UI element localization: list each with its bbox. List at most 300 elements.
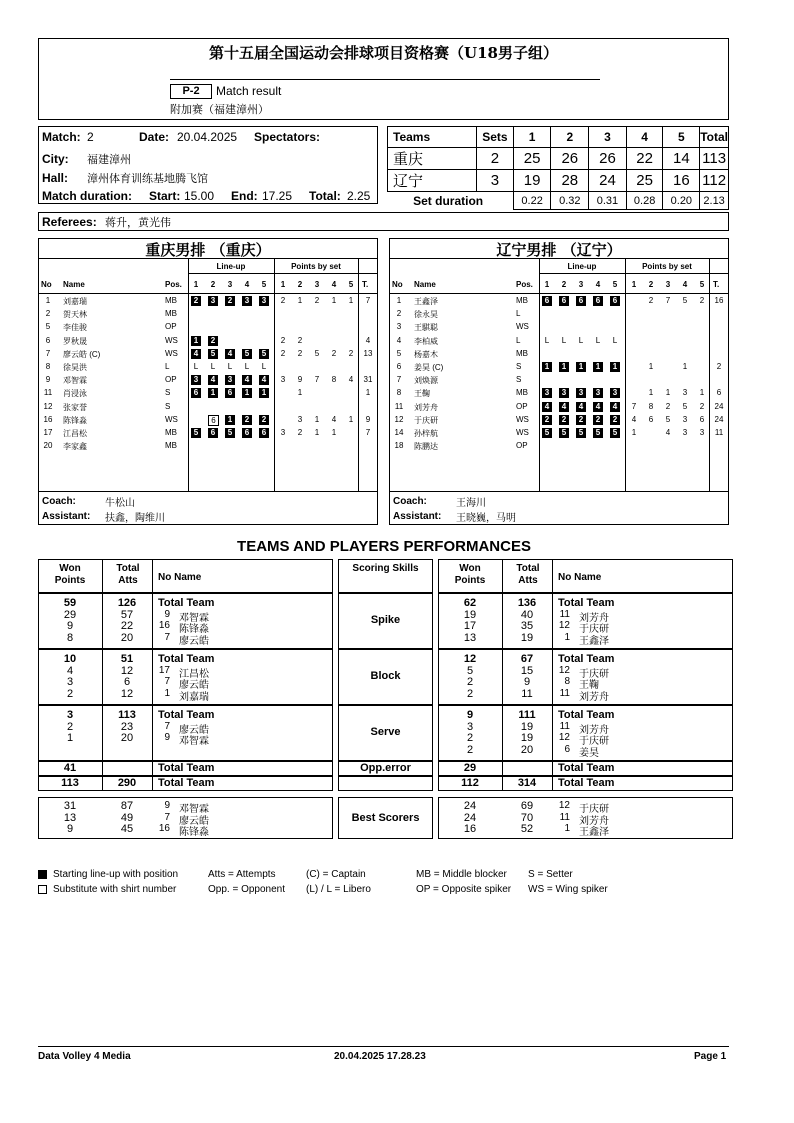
starting-position-box: 3 [208, 296, 218, 306]
starting-position-box: 3 [593, 388, 603, 398]
legend-substitute: Substitute with shirt number [53, 884, 177, 895]
score-set: 16 [663, 170, 700, 192]
player-number: 9 [164, 800, 170, 811]
set-points: 2 [297, 428, 303, 437]
player-name: 王鑫泽 [414, 297, 438, 306]
player-position: MB [165, 441, 177, 451]
set-points: 1 [348, 296, 354, 305]
total-attempts: 20 [520, 743, 534, 756]
player-name: 邓智霖 [63, 376, 87, 386]
player-position: OP [165, 322, 177, 332]
score-set: 14 [663, 148, 700, 170]
player-number: 11 [559, 608, 570, 620]
libero-mark: L [561, 335, 567, 345]
set-points: 3 [280, 375, 286, 385]
player-name: 王鞠 [414, 389, 430, 399]
player-total-points: 13 [363, 348, 373, 358]
starting-position-box: 4 [610, 402, 620, 412]
total-attempts: 35 [520, 620, 534, 632]
player-number: 17 [158, 664, 170, 676]
scorer-points: 31 [63, 800, 77, 812]
set-points: 2 [297, 348, 303, 358]
set-points: 4 [348, 375, 354, 385]
score-set: 24 [589, 170, 627, 192]
player-position: WS [516, 322, 529, 332]
starting-position-box: 5 [576, 428, 586, 438]
starting-position-box: 5 [259, 349, 269, 359]
starting-position-box: 2 [208, 336, 218, 346]
end-value: 17.25 [262, 189, 293, 203]
total-attempts: 40 [520, 608, 534, 621]
assistant-label: Assistant: [393, 511, 442, 522]
won-points: 2 [466, 687, 474, 700]
teams-header: Teams [388, 127, 477, 148]
won-points: 3 [66, 709, 74, 721]
total-duration-label: Total: [309, 189, 341, 203]
starting-position-box: 5 [208, 349, 218, 359]
set-points: 6 [699, 414, 705, 424]
player-name: 廖云皓 [179, 724, 209, 736]
column-header-set: 2 [210, 280, 216, 289]
starting-position-box: 2 [259, 415, 269, 425]
player-position: MB [165, 428, 177, 437]
set-points: 5 [682, 401, 688, 411]
total-team-label: Total Team [158, 762, 215, 774]
set-points: 8 [331, 375, 337, 385]
starting-position-box: 4 [225, 349, 235, 359]
player-number: 1 [45, 296, 51, 305]
player-number: 12 [558, 732, 570, 743]
total-team-label: Total Team [158, 777, 215, 789]
starting-position-box: 5 [593, 428, 603, 438]
won-points: 2 [466, 676, 474, 688]
player-name: 刘嘉瑞 [179, 691, 209, 703]
player-name: 邓智霖 [179, 612, 209, 624]
player-position: MB [516, 348, 528, 358]
starting-position-box: 3 [559, 388, 569, 398]
won-points: 2 [66, 720, 74, 733]
performance-column-divider [552, 649, 553, 705]
player-position: WS [516, 428, 529, 437]
column-header-set: 2 [561, 280, 567, 289]
opp-error-points: 41 [63, 762, 77, 774]
set-points: 2 [331, 348, 337, 358]
player-name: 王鑫泽 [579, 827, 609, 838]
column-header-no: No [41, 280, 52, 289]
set-duration-total: 2.13 [700, 192, 729, 210]
starting-position-box: 5 [559, 428, 569, 438]
column-header-lineup: Line-up [216, 262, 246, 271]
scorer-attempts: 49 [120, 811, 134, 824]
player-name: 刘嘉瑞 [63, 297, 87, 306]
total-attempts: 19 [520, 631, 534, 644]
performance-column-divider [502, 559, 503, 593]
player-name: 陈鹏达 [414, 442, 438, 452]
player-number: 6 [45, 335, 51, 345]
starting-position-box: 3 [259, 296, 269, 306]
best-scorers-label: Best Scorers [351, 812, 420, 824]
starting-position-box: 4 [593, 402, 603, 412]
won-points: 13 [463, 631, 477, 644]
player-name: 张家誉 [63, 402, 87, 412]
player-name: 刘焕源 [414, 376, 438, 386]
player-position: L [165, 362, 170, 371]
player-total-points: 7 [365, 296, 371, 305]
scorer-attempts: 87 [120, 800, 134, 812]
legend-starting: Starting line-up with position [53, 869, 179, 880]
set-points: 4 [331, 414, 337, 424]
player-name: 姜昊 (C) [414, 363, 444, 372]
player-name: 于庆研 [414, 415, 438, 425]
player-name: 陈锋淼 [179, 624, 209, 635]
set-points: 2 [280, 296, 286, 305]
scorer-attempts: 69 [520, 800, 534, 812]
starting-position-box: 6 [542, 296, 552, 306]
set-points: 1 [648, 362, 654, 371]
total-attempts: 57 [120, 608, 134, 621]
starting-position-box: 4 [542, 402, 552, 412]
starting-position-box: 2 [225, 296, 235, 306]
player-name: 李佳骏 [63, 323, 87, 333]
libero-mark: L [227, 362, 233, 371]
won-points: 62 [463, 597, 477, 609]
performance-column-divider [152, 776, 153, 791]
referees-value: 蒋升，黄光伟 [105, 217, 171, 229]
total-team-label: Total Team [558, 653, 615, 665]
start-value: 15.00 [184, 189, 215, 203]
performance-column-divider [152, 761, 153, 776]
set-header: 5 [663, 127, 700, 148]
total-attempts: 111 [518, 709, 536, 721]
column-header-set: 5 [348, 280, 354, 289]
match-result-label: Match result [216, 84, 282, 98]
set-points: 3 [682, 428, 688, 437]
player-number: 7 [164, 676, 170, 687]
won-points: 2 [66, 687, 74, 700]
set-points: 1 [682, 362, 688, 371]
player-number: 12 [43, 401, 53, 411]
player-position: WS [516, 414, 529, 424]
player-number: 11 [394, 401, 404, 411]
player-name: 刘芳舟 [579, 691, 609, 703]
total-attempts: 22 [120, 620, 134, 632]
performance-column-divider [552, 776, 553, 791]
skill-name: Block [370, 670, 401, 682]
starting-position-box: 2 [610, 415, 620, 425]
starting-position-box: 3 [542, 388, 552, 398]
total-points: 112 [461, 777, 479, 789]
set-points: 2 [314, 296, 320, 305]
total-attempts: 11 [521, 687, 533, 700]
starting-position-box: 2 [559, 415, 569, 425]
set-points: 1 [314, 414, 320, 424]
start-label: Start: [149, 189, 181, 203]
player-name: 肖浸泳 [63, 389, 87, 399]
opp-error-points: 29 [463, 762, 477, 774]
starting-position-box: 2 [191, 296, 201, 306]
team-name-rule [389, 258, 729, 259]
column-header-set: 2 [297, 280, 303, 289]
starting-lineup-icon [38, 870, 47, 879]
legend-captain: (C) = Captain [306, 869, 366, 880]
won-points: 3 [66, 676, 74, 688]
player-number: 11 [559, 811, 570, 823]
date-label: Date: [139, 130, 170, 144]
libero-mark: L [595, 335, 601, 345]
player-position: S [165, 388, 171, 398]
starting-position-box: 1 [208, 388, 218, 398]
performance-column-divider [102, 559, 103, 593]
set-points: 1 [665, 388, 671, 398]
performance-column-divider [502, 705, 503, 761]
player-total-points: 24 [714, 414, 724, 424]
player-position: MB [165, 296, 177, 305]
starting-position-box: 6 [225, 388, 235, 398]
scorer-points: 24 [463, 811, 477, 824]
set-duration: 0.28 [626, 192, 663, 210]
set-points: 5 [314, 348, 320, 358]
score-set: 26 [551, 148, 589, 170]
player-number: 2 [45, 309, 51, 319]
hall-value: 漳州体育训练基地腾飞馆 [87, 173, 208, 185]
player-total-points: 6 [716, 388, 722, 398]
assistant-names: 扶鑫，陶维川 [105, 513, 165, 524]
player-number: 11 [43, 388, 53, 398]
player-name: 李家鑫 [63, 442, 87, 452]
column-header-points: Points by set [291, 262, 341, 271]
total-atts-header: Total Atts [116, 563, 140, 586]
player-name: 杨嘉木 [414, 349, 438, 359]
total-team-label: Total Team [158, 653, 215, 665]
won-points: 17 [463, 620, 477, 632]
match-number: 2 [87, 130, 94, 144]
column-header-pos: Pos. [165, 280, 182, 289]
footer-rule [38, 1046, 729, 1047]
column-header-set: 4 [244, 280, 250, 289]
set-points: 4 [631, 414, 637, 424]
player-total-points: 24 [714, 401, 724, 411]
end-label: End: [231, 189, 258, 203]
player-name: 江昌松 [179, 668, 209, 680]
performance-column-divider [102, 593, 103, 649]
won-points: 10 [63, 653, 77, 665]
set-points: 2 [699, 401, 705, 411]
player-total-points: 31 [363, 375, 373, 385]
won-points: 2 [466, 732, 474, 744]
player-position: L [516, 335, 521, 345]
footer-center: 20.04.2025 17.28.23 [334, 1051, 426, 1062]
column-header-set: 3 [665, 280, 671, 289]
performance-column-divider [102, 776, 103, 791]
starting-position-box: 3 [576, 388, 586, 398]
skill-name: Spike [370, 614, 401, 626]
starting-position-box: 5 [610, 428, 620, 438]
total-header: Total [700, 127, 729, 148]
won-points: 3 [466, 720, 474, 733]
set-points: 5 [682, 296, 688, 305]
score-sets: 3 [477, 170, 514, 192]
set-points: 7 [314, 375, 320, 385]
starting-position-box: 5 [542, 428, 552, 438]
total-attempts: 136 [517, 597, 537, 609]
set-points: 1 [297, 296, 303, 305]
starting-position-box: 3 [225, 375, 235, 385]
player-number: 12 [394, 414, 404, 424]
legend-libero: (L) / L = Libero [306, 884, 371, 895]
set-header: 4 [626, 127, 663, 148]
column-header-name: Name [63, 280, 85, 289]
lineup-header-rule [188, 273, 378, 274]
starting-position-box: 6 [259, 428, 269, 438]
player-number: 7 [396, 375, 402, 385]
performance-column-divider [552, 559, 553, 593]
starting-position-box: 4 [191, 349, 201, 359]
total-team-label: Total Team [558, 597, 615, 609]
roster-header-rule [38, 293, 378, 294]
player-position: MB [516, 388, 528, 398]
starting-position-box: 5 [242, 349, 252, 359]
player-number: 12 [558, 800, 570, 811]
total-attempts: 51 [120, 653, 134, 665]
set-points: 2 [699, 296, 705, 305]
starting-position-box: 6 [191, 388, 201, 398]
total-attempts: 15 [520, 664, 534, 677]
total-duration-value: 2.25 [347, 189, 371, 203]
set-points: 3 [280, 428, 286, 437]
set-points: 3 [297, 414, 303, 424]
match-code: P-2 [170, 84, 212, 99]
player-name: 江昌松 [63, 429, 87, 438]
set-points: 6 [648, 414, 654, 424]
won-points: 9 [466, 709, 474, 721]
set-header: 3 [589, 127, 627, 148]
scorer-points: 16 [463, 823, 477, 835]
set-points: 2 [648, 296, 654, 305]
player-number: 7 [164, 631, 170, 643]
assistant-label: Assistant: [42, 511, 91, 522]
set-duration: 0.22 [513, 192, 551, 210]
set-points: 2 [280, 335, 286, 345]
player-number: 16 [158, 823, 170, 834]
match-phase: 附加赛（福建漳州） [170, 104, 269, 116]
player-number: 16 [158, 620, 170, 631]
player-name: 李柏威 [414, 336, 438, 346]
player-name: 刘芳舟 [579, 815, 609, 827]
won-points: 2 [466, 743, 474, 756]
player-name: 刘芳舟 [414, 402, 438, 412]
set-points: 1 [348, 414, 354, 424]
scoring-skills-header: Scoring Skills [352, 563, 419, 574]
column-header-set: 5 [699, 280, 705, 289]
player-number: 7 [45, 348, 51, 358]
team-name: 辽宁男排 （辽宁） [496, 241, 622, 259]
starting-position-box: 2 [593, 415, 603, 425]
libero-mark: L [261, 362, 267, 371]
player-number: 2 [396, 309, 402, 319]
score-table [387, 126, 729, 210]
starting-position-box: 1 [576, 362, 586, 372]
starting-position-box: 6 [593, 296, 603, 306]
player-number: 7 [164, 811, 170, 823]
spectators-label: Spectators: [254, 130, 321, 144]
performance-column-divider [502, 776, 503, 791]
score-set: 22 [626, 148, 663, 170]
player-number: 17 [43, 428, 53, 437]
sets-header: Sets [477, 127, 514, 148]
legend-s: S = Setter [528, 869, 573, 880]
column-header-set: 1 [280, 280, 286, 289]
no-name-header: No Name [558, 572, 602, 583]
score-total: 113 [700, 148, 729, 170]
player-name: 罗秋晟 [63, 336, 87, 346]
player-number: 12 [558, 664, 570, 676]
scorer-attempts: 45 [120, 823, 134, 835]
player-name: 邓智霖 [179, 804, 209, 815]
performance-column-divider [502, 761, 503, 776]
starting-position-box: 6 [576, 296, 586, 306]
starting-position-box: 2 [576, 415, 586, 425]
player-number: 8 [396, 388, 402, 398]
player-number: 11 [559, 687, 570, 699]
total-attempts: 12 [120, 664, 134, 677]
player-number: 1 [564, 631, 570, 643]
column-header-set: 5 [612, 280, 618, 289]
page-title: 第十五届全国运动会排球项目资格赛（U18男子组） [209, 44, 558, 62]
starting-position-box: 1 [191, 336, 201, 346]
opp-error-label: Opp.error [360, 762, 411, 774]
won-points: 9 [66, 620, 74, 632]
team-name: 重庆男排 （重庆） [145, 241, 271, 259]
total-attempts: 20 [120, 732, 134, 744]
performance-column-divider [552, 761, 553, 776]
player-number: 20 [43, 441, 53, 451]
set-points: 7 [665, 296, 671, 305]
libero-mark: L [244, 362, 250, 371]
player-number: 12 [558, 620, 570, 631]
won-points-header: Won Points [54, 563, 86, 586]
assistant-names: 王晓巍，马明 [456, 513, 516, 524]
starting-position-box: 4 [208, 375, 218, 385]
roster-footer-rule [389, 491, 729, 492]
performance-column-divider [502, 593, 503, 649]
player-position: OP [165, 375, 177, 385]
skill-name: Serve [370, 726, 401, 738]
legend-mb: MB = Middle blocker [416, 869, 507, 880]
scorer-points: 9 [66, 823, 74, 835]
player-name: 徐永昊 [414, 310, 438, 320]
coach-name: 牛松山 [105, 498, 135, 509]
total-attempts: 19 [520, 720, 534, 733]
player-name: 廖云皓 [179, 635, 209, 647]
player-number: 6 [396, 362, 402, 371]
match-date: 20.04.2025 [177, 130, 238, 144]
set-points: 1 [314, 428, 320, 437]
player-name: 于庆研 [579, 804, 609, 815]
player-number: 1 [564, 823, 570, 834]
performance-heading: TEAMS AND PLAYERS PERFORMANCES [237, 538, 531, 555]
substitute-box: 6 [208, 415, 219, 426]
total-team-label: Total Team [158, 597, 215, 609]
coach-label: Coach: [42, 496, 76, 507]
won-points: 8 [66, 631, 74, 644]
won-points: 19 [463, 608, 477, 621]
player-position: WS [165, 348, 178, 358]
starting-position-box: 1 [242, 388, 252, 398]
column-header-set: 1 [544, 280, 550, 289]
column-header-set: 1 [631, 280, 637, 289]
starting-position-box: 1 [225, 415, 235, 425]
lineup-header-rule [539, 273, 729, 274]
